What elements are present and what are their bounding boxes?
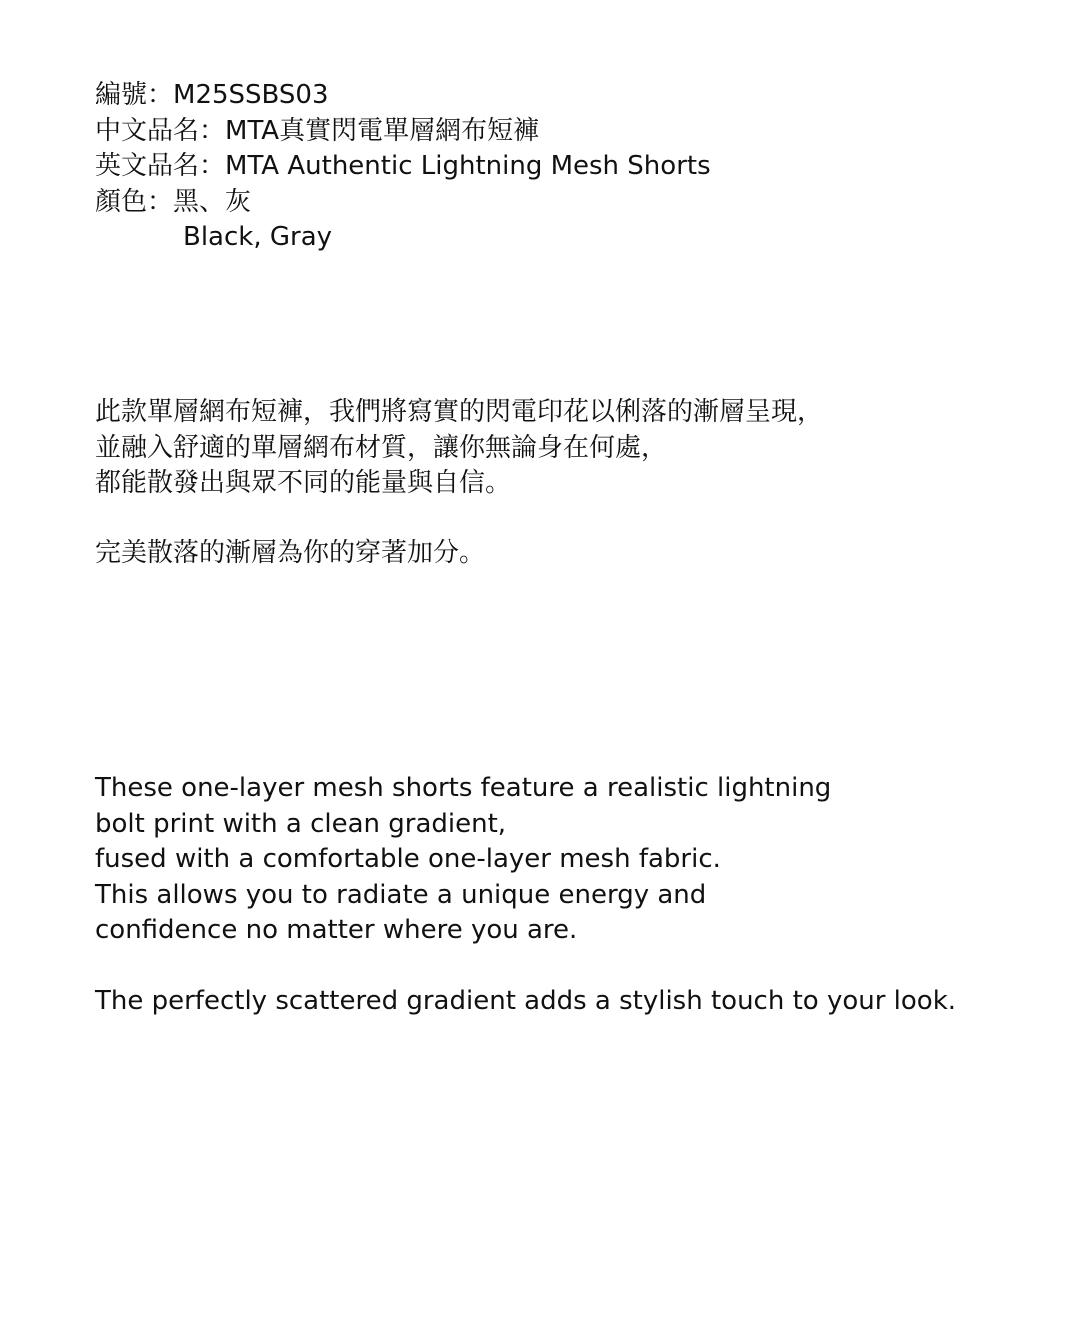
tagline-zh-text: 完美散落的漸層為你的穿著加分。 bbox=[95, 538, 486, 568]
spec-zh-name bbox=[95, 114, 711, 150]
tagline-en-text: The perfectly scattered gradient adds a stylish touch to your look. bbox=[95, 986, 957, 1016]
spec-code-label: 編號： bbox=[95, 80, 174, 110]
spec-zh-name-label: 中文品名： bbox=[95, 115, 226, 146]
description-en-line: fused with a comfortable one-layer mesh fabric. bbox=[95, 844, 721, 874]
description-zh-line: 都能散發出與眾不同的能量與自信。 bbox=[95, 468, 512, 498]
spec-en-name bbox=[95, 149, 711, 185]
description-en-line: confidence no matter where you are. bbox=[95, 915, 578, 945]
description-zh-line: 此款單層網布短褲，我們將寫實的閃電印花以俐落的漸層呈現， bbox=[95, 397, 824, 427]
spec-color-label: 顏色： bbox=[95, 186, 174, 217]
tagline-en bbox=[95, 984, 956, 1020]
spec-en-name-label: 英文品名： bbox=[95, 151, 226, 181]
description-zh-line: 並融入舒適的單層網布材質，讓你無論身在何處， bbox=[95, 432, 668, 463]
product-specs bbox=[95, 78, 711, 256]
description-en-line: bolt print with a clean gradient, bbox=[95, 808, 507, 839]
description-en-line: This allows you to radiate a unique energy and bbox=[95, 879, 707, 910]
description-en-line: These one-layer mesh shorts feature a realistic lightning bbox=[95, 773, 832, 803]
spec-en-name-value: MTA Authentic Lightning Mesh Shorts bbox=[225, 151, 711, 181]
spec-code bbox=[95, 78, 711, 114]
spec-code-value: M25SSBS03 bbox=[173, 80, 329, 110]
spec-color-value-en: Black, Gray bbox=[183, 222, 333, 252]
spec-zh-name-value: MTA真實閃電單層網布短褲 bbox=[225, 115, 540, 146]
spec-color bbox=[95, 185, 711, 221]
description-zh bbox=[95, 395, 823, 502]
spec-color-value-zh: 黑、灰 bbox=[173, 186, 252, 217]
tagline-zh bbox=[95, 536, 485, 572]
description-en bbox=[95, 771, 831, 949]
